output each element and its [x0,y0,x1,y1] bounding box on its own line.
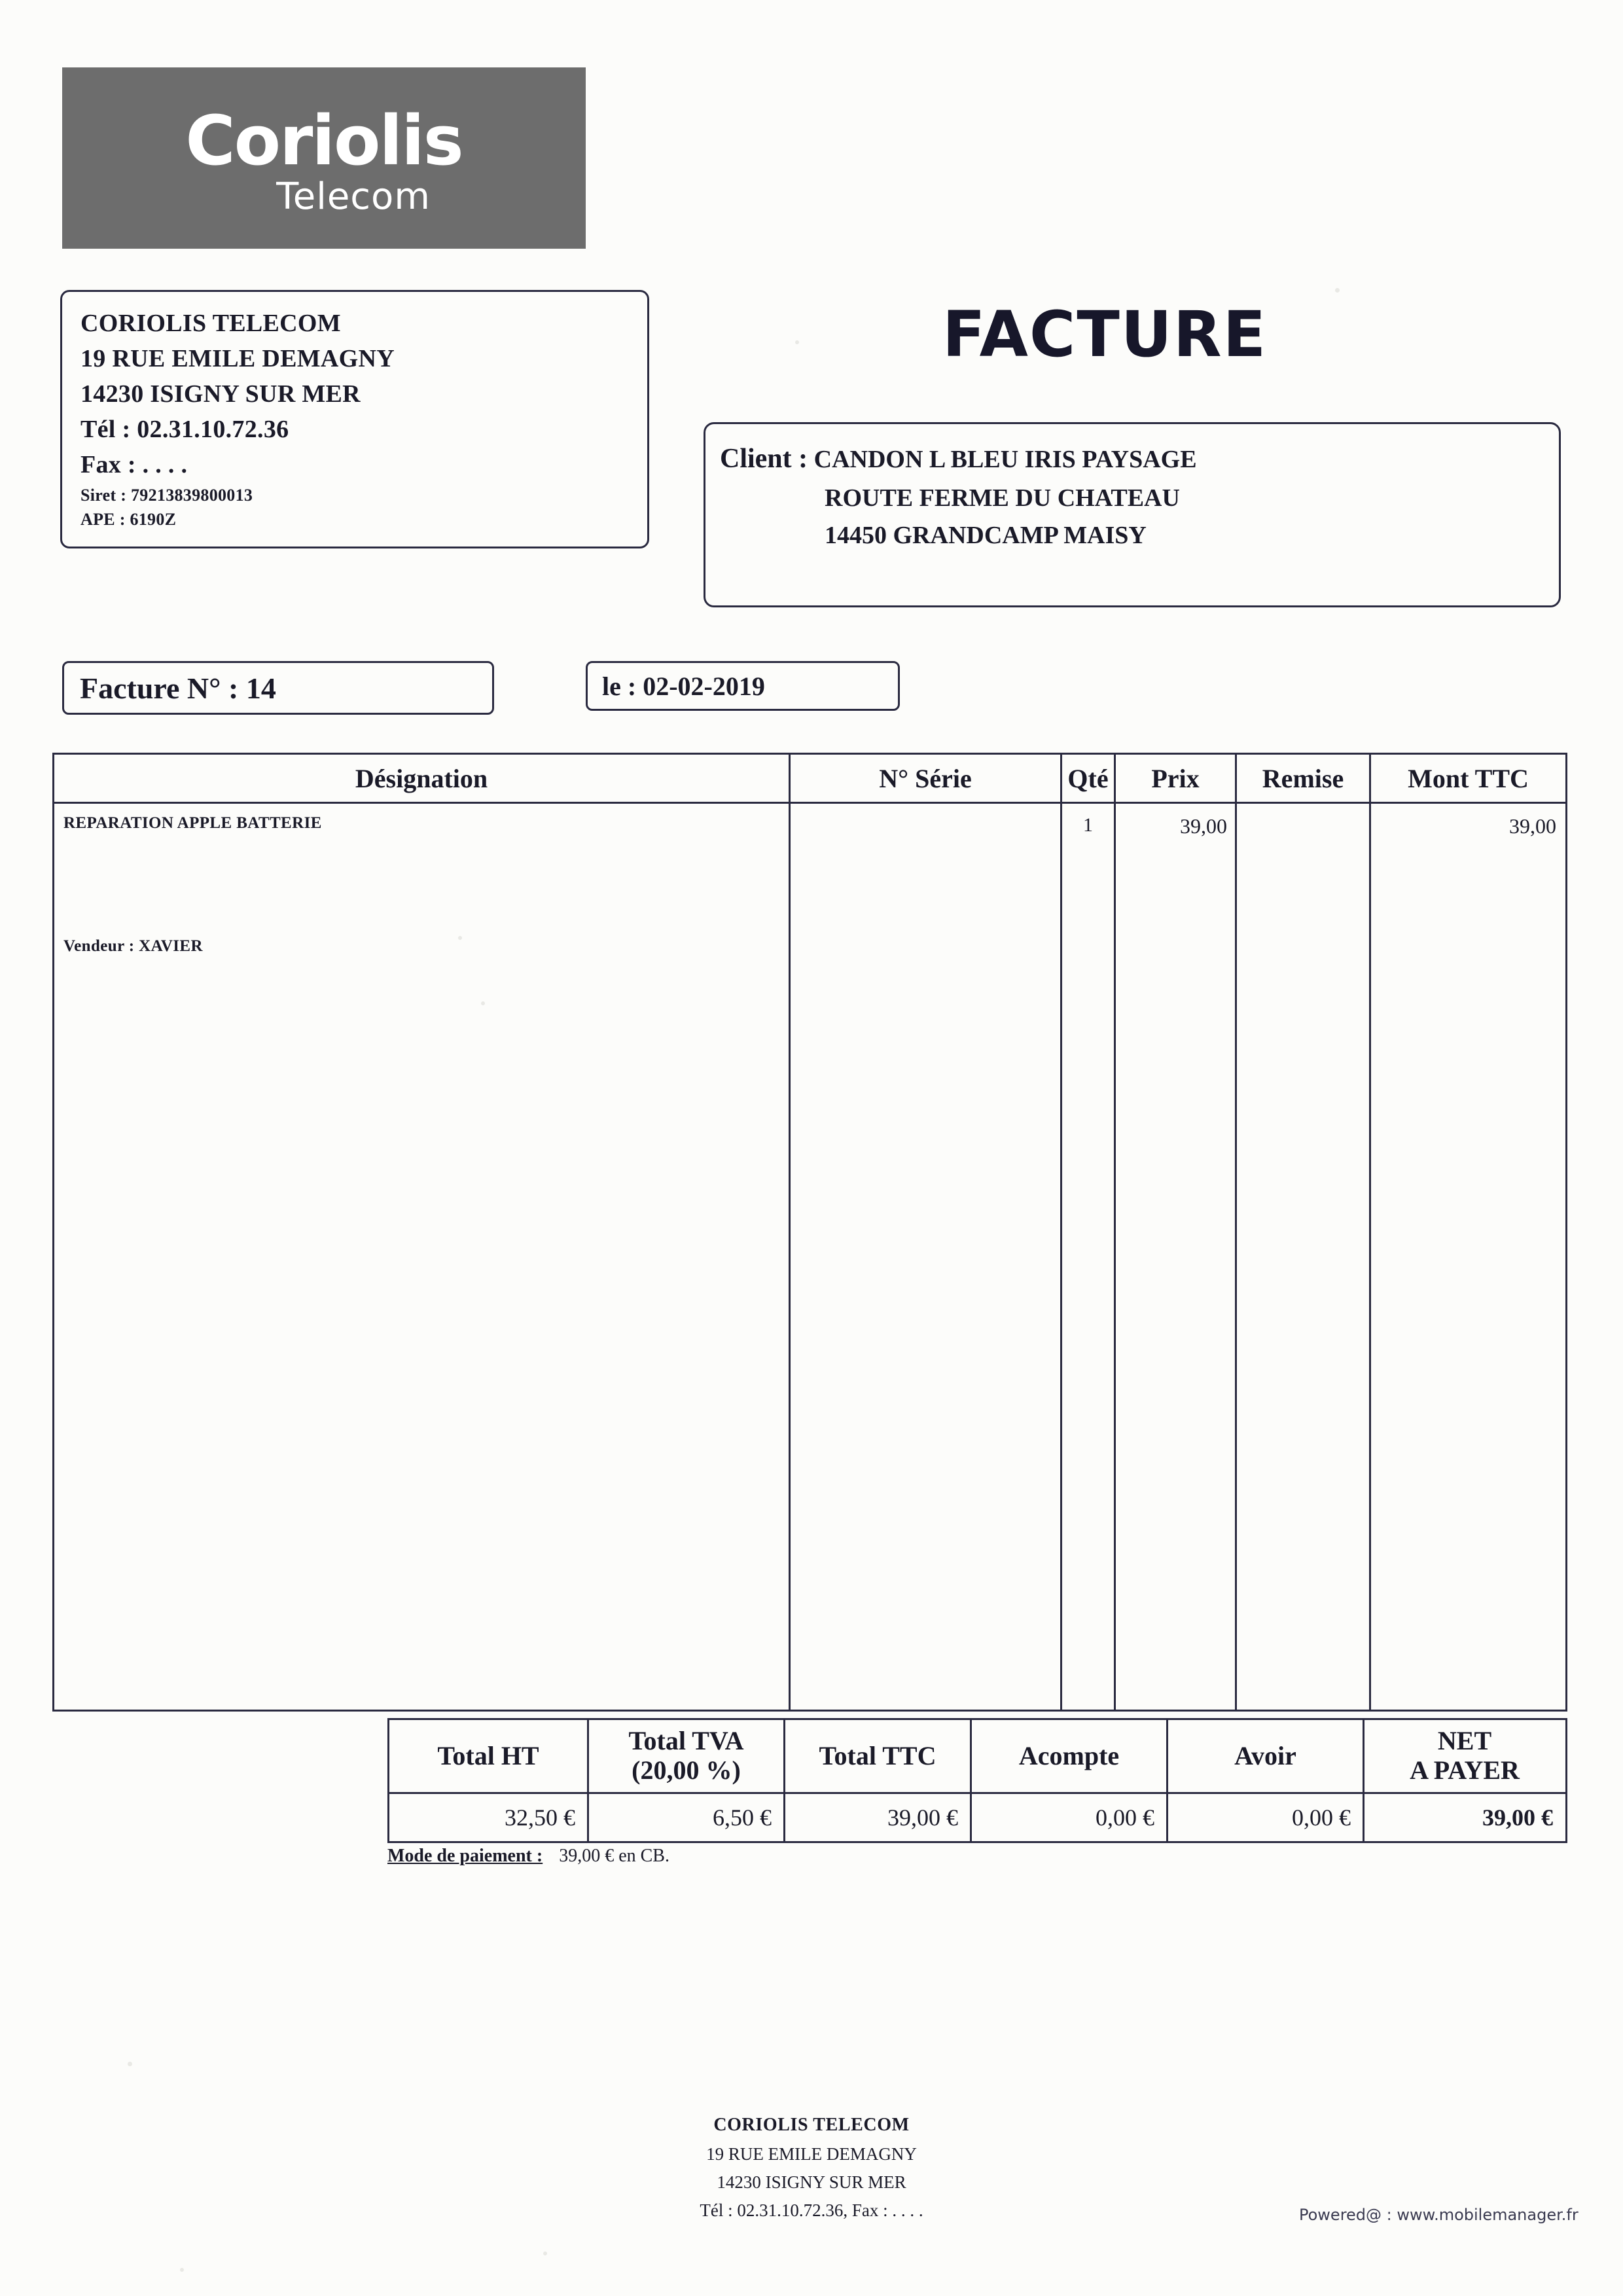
cell-remise [1237,804,1371,1712]
payment-mode-label: Mode de paiement : [387,1846,543,1866]
value-avoir: 0,00 € [1168,1794,1364,1841]
header-acompte-label: Acompte [1018,1740,1120,1770]
item-prix: 39,00 [1180,814,1227,838]
footer-contact: Tél : 02.31.10.72.36, Fax : . . . . [700,2200,923,2221]
footer-company: CORIOLIS TELECOM [713,2115,910,2135]
items-table [52,753,1567,1712]
header-total-ht-label: Total HT [437,1740,539,1770]
invoice-number-box [62,661,494,715]
header-total-tva [589,1720,785,1792]
sender-fax: Fax : . . . . [80,450,188,478]
value-total-ht: 32,50 € [389,1794,589,1841]
scan-artifact [1335,288,1340,293]
header-net-line1: NET [1437,1726,1492,1756]
header-mont-ttc: Mont TTC [1408,763,1529,793]
sender-company: CORIOLIS TELECOM [80,310,341,337]
header-prix: Prix [1116,755,1237,802]
header-serie: N° Série [791,755,1062,802]
footer-powered-by: Powered@ : www.mobilemanager.fr [1299,2206,1578,2224]
items-table-body [54,804,1565,1712]
sender-address-block [60,290,649,548]
invoice-number: Facture N° : 14 [80,671,276,705]
scan-artifact [543,2251,547,2255]
client-label: Client : [720,444,808,474]
item-vendor: Vendeur : XAVIER [63,937,203,955]
header-remise: Remise [1237,755,1371,802]
client-name-row [705,439,1559,480]
header-net-a-payer [1364,1720,1565,1792]
value-total-ttc: 39,00 € [785,1794,972,1841]
client-name: CANDON L BLEU IRIS PAYSAGE [813,446,1197,473]
header-designation: Désignation [54,755,791,802]
logo-wordmark: Coriolis [185,100,463,181]
totals-values [389,1794,1565,1841]
coriolis-logo [62,67,586,249]
value-total-tva: 6,50 € [589,1794,785,1841]
header-total-ht [389,1720,589,1792]
document-title: FACTURE [942,298,1268,371]
cell-serie [791,804,1062,1712]
invoice-date-box [586,661,900,711]
header-acompte [972,1720,1168,1792]
invoice-date: le : 02-02-2019 [602,671,765,701]
cell-designation [54,804,791,1712]
header-total-tva-line1: Total TVA [628,1726,744,1756]
header-total-tva-line2: (20,00 %) [632,1755,741,1785]
payment-mode-value: 39,00 € en CB. [559,1846,669,1866]
item-designation: REPARATION APPLE BATTERIE [63,814,322,832]
item-remise [1237,804,1369,814]
items-table-header [54,755,1565,804]
item-qte: 1 [1083,814,1093,836]
scan-artifact [180,2268,184,2272]
header-total-ttc [785,1720,972,1792]
client-address-block [704,422,1561,607]
header-total-ttc-label: Total TTC [819,1740,936,1770]
cell-qte [1062,804,1116,1712]
header-avoir [1168,1720,1364,1792]
cell-prix [1116,804,1237,1712]
item-mont-ttc: 39,00 [1509,814,1556,838]
sender-siret: Siret : 79213839800013 [80,485,253,505]
client-city: 14450 GRANDCAMP MAISY [825,522,1147,549]
sender-tel: Tél : 02.31.10.72.36 [80,415,289,443]
logo-subtitle: Telecom [276,175,431,218]
cell-mont-ttc [1371,804,1565,1712]
value-acompte: 0,00 € [972,1794,1168,1841]
client-street: ROUTE FERME DU CHATEAU [825,484,1180,512]
scan-artifact [481,1001,485,1005]
footer-street: 19 RUE EMILE DEMAGNY [706,2144,917,2164]
totals-header [389,1720,1565,1794]
scan-artifact [128,2062,132,2066]
payment-mode [387,1846,669,1867]
scan-artifact [458,936,462,940]
sender-city: 14230 ISIGNY SUR MER [80,380,361,408]
value-net-a-payer: 39,00 € [1482,1804,1553,1831]
header-net-line2: A PAYER [1410,1755,1520,1785]
item-serie [791,804,1060,814]
sender-ape: APE : 6190Z [80,510,177,529]
sender-street: 19 RUE EMILE DEMAGNY [80,344,395,372]
totals-table [387,1718,1567,1843]
header-qte: Qté [1062,755,1116,802]
footer-city: 14230 ISIGNY SUR MER [717,2172,906,2192]
header-avoir-label: Avoir [1234,1740,1296,1770]
scan-artifact [795,340,799,344]
